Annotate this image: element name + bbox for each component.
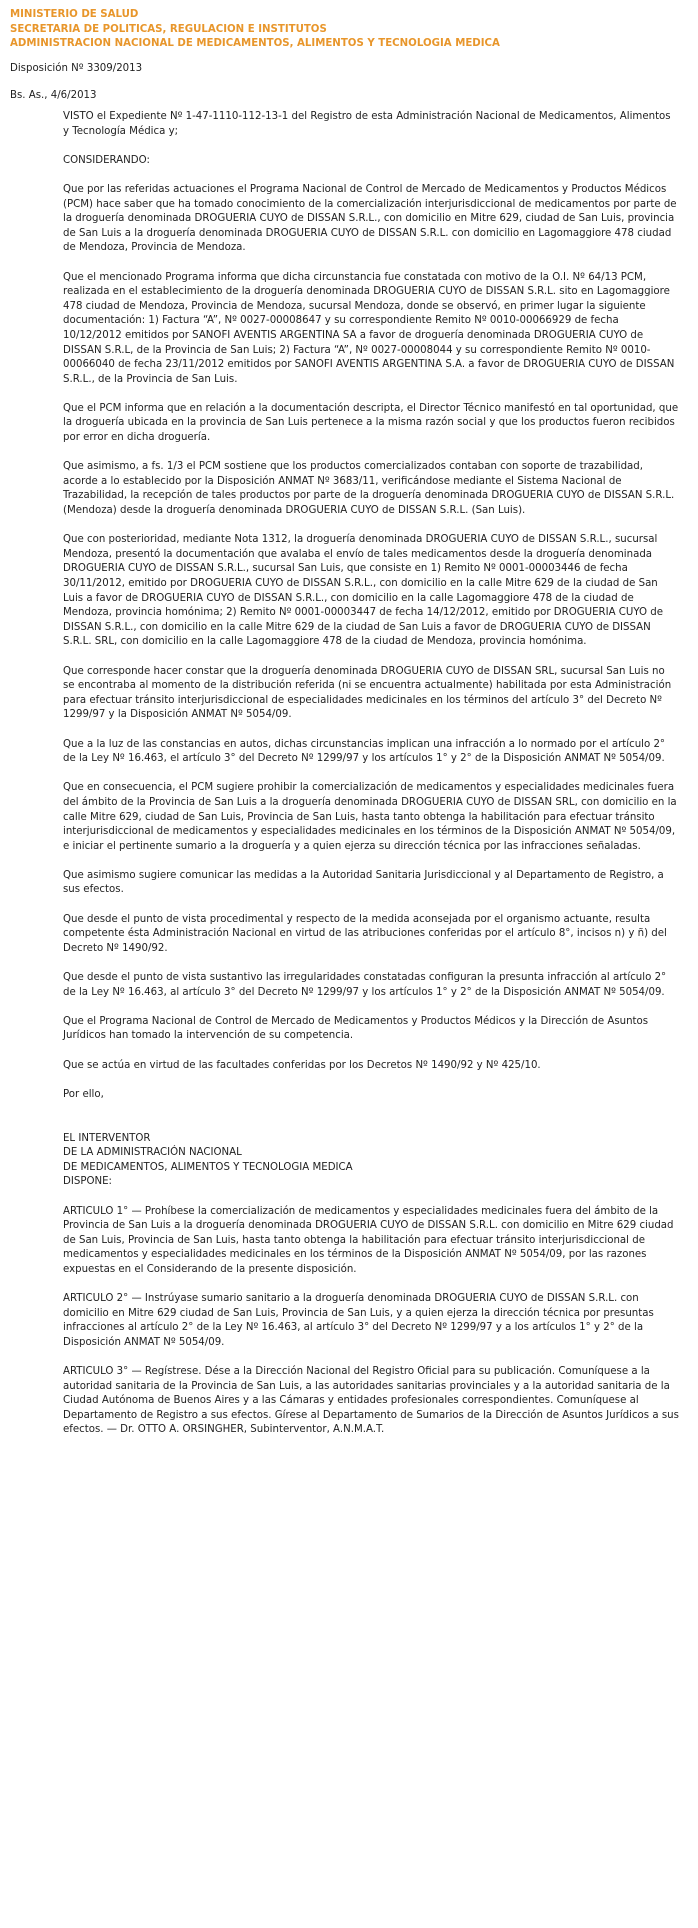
considerando-paragraph: Que con posterioridad, mediante Nota 1312, la droguería denominada DROGUERIA CUYO de DISSAN S.R.L., sucursal Mendoza, presentó la documentación que avalaba el envío de tales medicamentos desde la droguería denominada DROGUERIA CUYO de DISSAN S.R.L., sucursal San Luis, que consiste en 1) Remito Nº 0001-00003446 de fecha 30/11/2012, emitido por DROGUERIA CUYO de DISSAN S.R.L., con domicilio en la calle Mitre 629 de la ciudad de San Luis a favor de DROGUERIA CUYO de DISSAN S.R.L., con domicilio en la calle Lagomaggiore 478 de la ciudad de Mendoza, provincia homónima; 2) Remito Nº 0001-00003447 de fecha 14/12/2012, emitido por DROGUERIA CUYO de DISSAN S.R.L., con domicilio en la calle Mitre 629 de la ciudad de San Luis a favor de DROGUERIA CUYO de DISSAN S.R.L. SRL, con domicilio en la calle Lagomaggiore 478 de la ciudad de Mendoza, provincia homónima. xyxy=(63,534,664,648)
dispone-heading: DISPONE: xyxy=(63,1176,112,1188)
document-header xyxy=(10,8,500,52)
considerando-paragraph: Que corresponde hacer constar que la droguería denominada DROGUERIA CUYO de DISSAN SRL, sucursal San Luis no se encontraba al momento de la distribución referida (ni se encuentra actualmente) habilitada por esta Administración para efectuar tránsito interjurisdiccional de especialidades medicinales en los términos del artículo 3° del Decreto Nº 1299/97 y la Disposición ANMAT Nº 5054/09. xyxy=(63,665,672,721)
signature-line: EL INTERVENTOR xyxy=(63,1132,151,1144)
considerando-paragraph: Que el Programa Nacional de Control de Mercado de Medicamentos y Productos Médicos y la Dirección de Asuntos Jurídicos han tomado la intervención de su competencia. xyxy=(63,1015,649,1042)
considerando-paragraph: Que asimismo, a fs. 1/3 el PCM sostiene que los productos comercializados contaban con soporte de trazabilidad, acorde a lo establecido por la Disposición ANMAT Nº 3683/11, verificándose mediante el Sistema Nacional de Trazabilidad, la recepción de tales productos por parte de la droguería denominada DROGUERIA CUYO de DISSAN S.R.L. (Mendoza) desde la droguería denominada DROGUERIA CUYO de DISSAN S.R.L. (San Luis). xyxy=(63,461,675,517)
visto-paragraph: VISTO el Expediente Nº 1-47-1110-112-13-1 del Registro de esta Administración Nacional de Medicamentos, Alimentos y Tecnología Médica y; xyxy=(63,111,671,137)
signature-line: DE LA ADMINISTRACIÓN NACIONAL xyxy=(63,1147,242,1159)
secretariat-title: SECRETARIA DE POLITICAS, REGULACION E INSTITUTOS xyxy=(10,23,327,35)
considerando-paragraph: Que desde el punto de vista procedimental y respecto de la medida aconsejada por el organismo actuante, resulta competente ésta Administración Nacional en virtud de las atribuciones conferidas por el artículo 8°, incisos n) y ñ) del Decreto Nº 1490/92. xyxy=(63,913,667,954)
signature-block xyxy=(63,1132,679,1190)
considerando-paragraph: Que el mencionado Programa informa que dicha circunstancia fue constatada con motivo de la O.I. Nº 64/13 PCM, realizada en el establecimiento de la droguería denominada DROGUERIA CUYO de DISSAN S.R.L. sito en Lagomaggiore 478 ciudad de Mendoza, Provincia de Mendoza, sucursal Mendoza, donde se observó, en primer lugar la siguiente documentación: 1) Factura “A”, Nº 0027-00008647 y su correspondiente Remito Nº 0010-00066929 de fecha 10/12/2012 emitidos por SANOFI AVENTIS ARGENTINA SA a favor de droguería denominada DROGUERIA CUYO de DISSAN S.R.L, de la Provincia de San Luis; 2) Factura “A”, Nº 0027-00008044 y su correspondiente Remito Nº 0010-00066040 de fecha 23/11/2012 emitidos por SANOFI AVENTIS ARGENTINA S.A. a favor de DROGUERIA CUYO de DISSAN S.R.L., de la Provincia de San Luis. xyxy=(63,271,675,385)
disposition-number: Disposición Nº 3309/2013 xyxy=(10,63,143,74)
considerando-paragraph: Que se actúa en virtud de las facultades conferidas por los Decretos Nº 1490/92 y Nº 425/10. xyxy=(63,1059,541,1071)
signature-line: DE MEDICAMENTOS, ALIMENTOS Y TECNOLOGIA MEDICA xyxy=(63,1161,353,1173)
considerando-paragraph: Que en consecuencia, el PCM sugiere prohibir la comercialización de medicamentos y especialidades medicinales fuera del ámbito de la Provincia de San Luis a la droguería denominada DROGUERIA CUYO de DISSAN SRL, con domicilio en la calle Mitre 629, ciudad de San Luis, Provincia de San Luis, hasta tanto obtenga la habilitación para efectuar tránsito interjurisdiccional de medicamentos y especialidades medicinales en los términos de la Disposición ANMAT Nº 5054/09, e iniciar el pertinente sumario a la droguería y a quien ejerza su dirección técnica por las infracciones señaladas. xyxy=(63,782,677,852)
considerando-heading: CONSIDERANDO: xyxy=(63,154,150,166)
article-1: ARTICULO 1° — Prohíbese la comercialización de medicamentos y especialidades medicinales fuera del ámbito de la Provincia de San Luis a la droguería denominada DROGUERIA CUYO de DISSAN S.R.L. con domicilio en Mitre 629 ciudad de San Luis, Provincia de San Luis, hasta tanto obtenga la habilitación para efectuar tránsito interjurisdiccional de medicamentos y especialidades medicinales en los términos de la Disposición ANMAT Nº 5054/09, por las razones expuestas en el Considerando de la presente disposición. xyxy=(63,1205,674,1275)
considerando-paragraph: Que asimismo sugiere comunicar las medidas a la Autoridad Sanitaria Jurisdiccional y al Departamento de Registro, a sus efectos. xyxy=(63,869,664,896)
article-3: ARTICULO 3° — Regístrese. Dése a la Dirección Nacional del Registro Oficial para su publicación. Comuníquese a la autoridad sanitaria de la Provincia de San Luis, a las autoridades sanitarias provinciales y a la autoridad sanitaria de la Ciudad Autónoma de Buenos Aires y a las Cámaras y entidades profesionales correspondientes. Comuníquese al Departamento de Registro a sus efectos. Gírese al Departamento de Sumarios de la Dirección de Asuntos Jurídicos a sus efectos. — Dr. OTTO A. ORSINGHER, Subinterventor, A.N.M.A.T. xyxy=(63,1366,679,1436)
article-2: ARTICULO 2° — Instrúyase sumario sanitario a la droguería denominada DROGUERIA CUYO de DISSAN S.R.L. con domicilio en Mitre 629 ciudad de San Luis, Provincia de San Luis, y a quien ejerza la dirección técnica por presuntas infracciones al artículo 2° de la Ley Nº 16.463, al artículo 3° del Decreto Nº 1299/97 y a los artículos 1° y 2° de la Disposición ANMAT Nº 5054/09. xyxy=(63,1293,654,1348)
considerando-paragraph: Que el PCM informa que en relación a la documentación descripta, el Director Técnico manifestó en tal oportunidad, que la droguería ubicada en la provincia de San Luis pertenece a la misma razón social y que los productos fueron recibidos por error en dicha droguería. xyxy=(63,402,679,444)
considerando-paragraph: Que a la luz de las constancias en autos, dichas circunstancias implican una infracción a lo normado por el artículo 2° de la Ley Nº 16.463, el artículo 3° del Decreto Nº 1299/97 y los artículos 1° y 2° de la Disposición ANMAT Nº 5054/09. xyxy=(63,738,666,765)
document-body xyxy=(63,110,679,1453)
considerando-paragraph: Que por las referidas actuaciones el Programa Nacional de Control de Mercado de Medicamentos y Productos Médicos (PCM) hace saber que ha tomado conocimiento de la comercialización interjurisdiccional de medicamentos por parte de la droguería denominada DROGUERIA CUYO de DISSAN S.R.L., con domicilio en Mitre 629, ciudad de San Luis, provincia de San Luis a la droguería denominada DROGUERIA CUYO de DISSAN S.R.L. con domicilio en Lagomaggiore 478 ciudad de Mendoza, Provincia de Mendoza. xyxy=(63,183,677,254)
disposition-date: Bs. As., 4/6/2013 xyxy=(10,90,97,101)
considerando-paragraph: Que desde el punto de vista sustantivo las irregularidades constatadas configuran la presunta infracción al artículo 2° de la Ley Nº 16.463, al artículo 3° del Decreto Nº 1299/97 y los artículos 1° y 2° de la Disposición ANMAT Nº 5054/09. xyxy=(63,972,667,998)
por-ello-paragraph: Por ello, xyxy=(63,1088,104,1100)
administration-title: ADMINISTRACION NACIONAL DE MEDICAMENTOS, ALIMENTOS Y TECNOLOGIA MEDICA xyxy=(10,38,500,50)
ministry-title: MINISTERIO DE SALUD xyxy=(10,9,139,20)
